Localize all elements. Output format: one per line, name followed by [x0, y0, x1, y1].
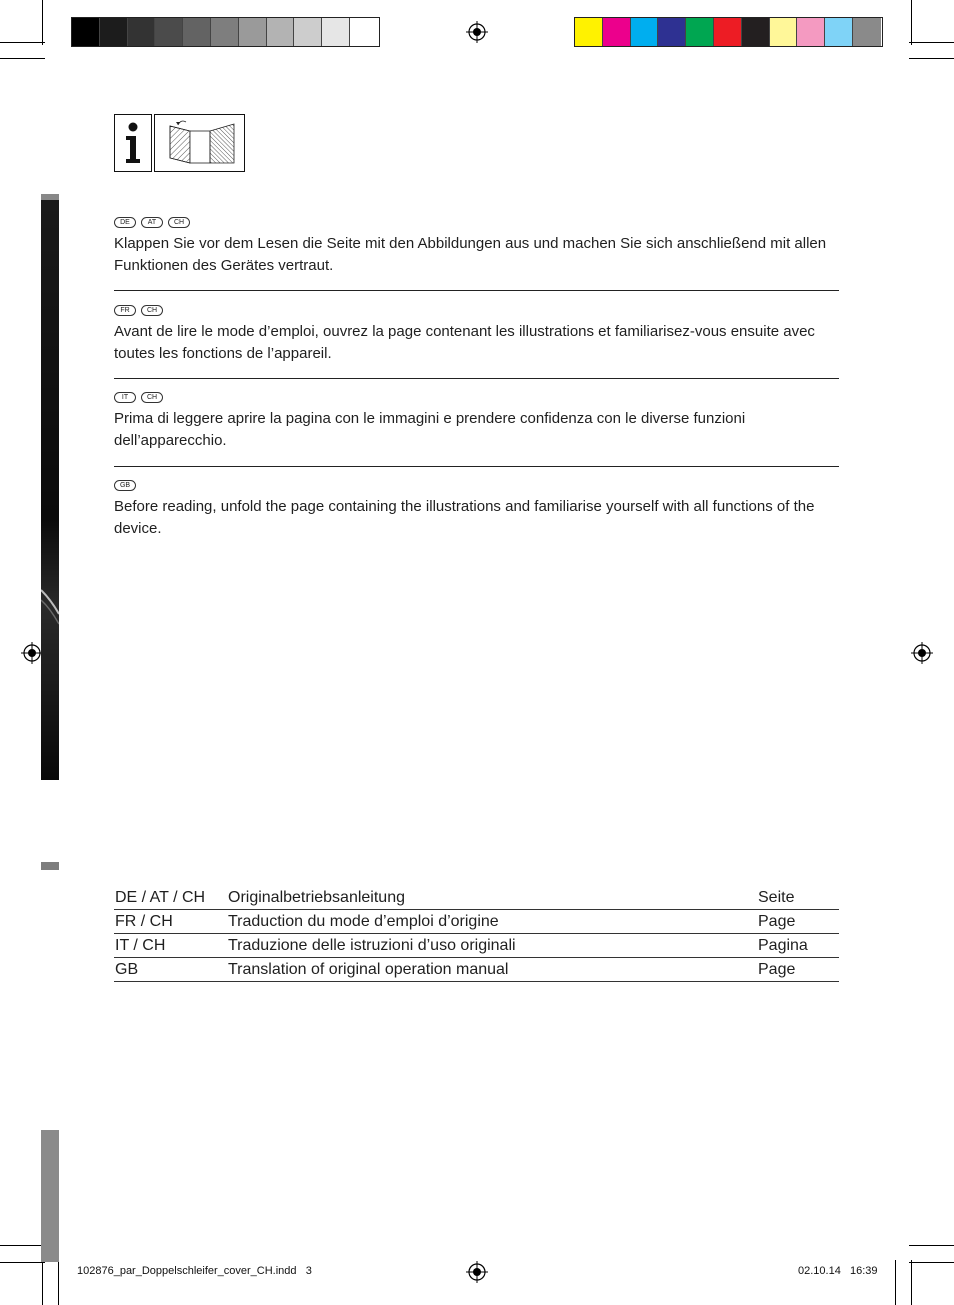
- crop-mark: [0, 1262, 45, 1263]
- registration-mark-icon: [466, 1261, 488, 1283]
- color-swatch: [100, 18, 128, 46]
- instruction-section-gb: [114, 480, 839, 540]
- crop-mark: [909, 1245, 954, 1246]
- crop-mark: [0, 1245, 45, 1246]
- crop-mark: [909, 58, 954, 59]
- toc-page-label: Page: [758, 912, 796, 930]
- table-row: [114, 885, 839, 909]
- toc-title: Traduction du mode d’emploi d’origine: [228, 912, 499, 930]
- color-swatch: [128, 18, 156, 46]
- decorative-swoosh: [41, 580, 59, 640]
- instruction-section-de: [114, 217, 839, 277]
- color-swatch: [322, 18, 350, 46]
- toc-page-label: Seite: [758, 888, 795, 906]
- color-swatch: [72, 18, 100, 46]
- color-swatch: [350, 18, 378, 46]
- color-swatch: [155, 18, 183, 46]
- language-badge: CH: [141, 305, 163, 316]
- section-divider: [114, 378, 839, 379]
- language-badges: [114, 480, 839, 491]
- instruction-text: Klappen Sie vor dem Lesen die Seite mit den Abbildungen aus und machen Sie sich anschließend mit allen Funktionen des Gerätes vertraut.: [114, 235, 827, 274]
- info-icon: [114, 114, 152, 172]
- table-row: [114, 909, 839, 933]
- toc-language: GB: [115, 960, 139, 978]
- section-divider: [114, 466, 839, 467]
- crop-mark: [58, 1260, 59, 1305]
- registration-mark-icon: [911, 642, 933, 664]
- section-divider: [114, 290, 839, 291]
- crop-mark: [895, 1260, 896, 1305]
- toc-page-label: Page: [758, 960, 796, 978]
- crop-mark: [909, 42, 954, 43]
- language-badge: CH: [141, 392, 163, 403]
- registration-mark-icon: [466, 21, 488, 43]
- crop-mark: [42, 0, 43, 45]
- color-swatch: [853, 18, 881, 46]
- color-swatch: [183, 18, 211, 46]
- toc-title: Translation of original operation manual: [228, 960, 509, 978]
- language-badge: GB: [114, 480, 136, 491]
- decorative-side-strip: [41, 194, 59, 780]
- table-row: [114, 957, 839, 981]
- color-swatch: [575, 18, 603, 46]
- table-row: [114, 933, 839, 957]
- language-badge: CH: [168, 217, 190, 228]
- instruction-section-fr: [114, 305, 839, 365]
- instruction-text: Prima di leggere aprire la pagina con le immagini e prendere confidenza con le diverse funzioni dell’apparecchio.: [114, 410, 746, 449]
- color-swatch: [239, 18, 267, 46]
- color-swatch: [825, 18, 853, 46]
- color-swatch: [631, 18, 659, 46]
- instruction-text: Avant de lire le mode d’emploi, ouvrez la page contenant les illustrations et familiarisez-vous ensuite avec toutes les fonctions de l’appareil.: [114, 323, 815, 362]
- instruction-text: Before reading, unfold the page containing the illustrations and familiarise yourself with all functions of the device.: [114, 498, 815, 537]
- language-badges: [114, 392, 839, 403]
- crop-mark: [42, 1260, 43, 1305]
- header-icons: [114, 114, 245, 172]
- table-of-contents: [114, 885, 839, 982]
- toc-page-label: Pagina: [758, 936, 808, 954]
- color-swatch: [742, 18, 770, 46]
- language-badge: IT: [114, 392, 136, 403]
- color-swatch: [714, 18, 742, 46]
- color-swatch: [658, 18, 686, 46]
- crop-mark: [0, 58, 45, 59]
- toc-title: Traduzione delle istruzioni d’uso originali: [228, 936, 516, 954]
- registration-mark-icon: [21, 642, 43, 664]
- toc-language: DE / AT / CH: [115, 888, 206, 906]
- crop-mark: [909, 1262, 954, 1263]
- fold-out-page-icon: [154, 114, 245, 172]
- crop-mark: [911, 1260, 912, 1305]
- decorative-side-tab: [41, 862, 59, 870]
- language-badge: DE: [114, 217, 136, 228]
- toc-title: Originalbetriebsanleitung: [228, 888, 405, 906]
- instruction-section-it: [114, 392, 839, 452]
- toc-language: FR / CH: [115, 912, 173, 930]
- language-badges: [114, 305, 839, 316]
- toc-language: IT / CH: [115, 936, 166, 954]
- color-swatch: [686, 18, 714, 46]
- color-swatch: [211, 18, 239, 46]
- color-swatch: [770, 18, 798, 46]
- language-badge: AT: [141, 217, 163, 228]
- color-swatch: [267, 18, 295, 46]
- color-swatch: [797, 18, 825, 46]
- grayscale-color-bar: [71, 17, 380, 47]
- footer-date: 02.10.14 16:39: [798, 1265, 878, 1277]
- language-badges: [114, 217, 839, 228]
- color-swatch: [603, 18, 631, 46]
- footer-file-name: 102876_par_Doppelschleifer_cover_CH.indd 3: [77, 1265, 312, 1277]
- crop-mark: [0, 42, 45, 43]
- decorative-side-block: [41, 1130, 59, 1262]
- process-color-bar: [574, 17, 883, 47]
- crop-mark: [911, 0, 912, 45]
- color-swatch: [294, 18, 322, 46]
- language-badge: FR: [114, 305, 136, 316]
